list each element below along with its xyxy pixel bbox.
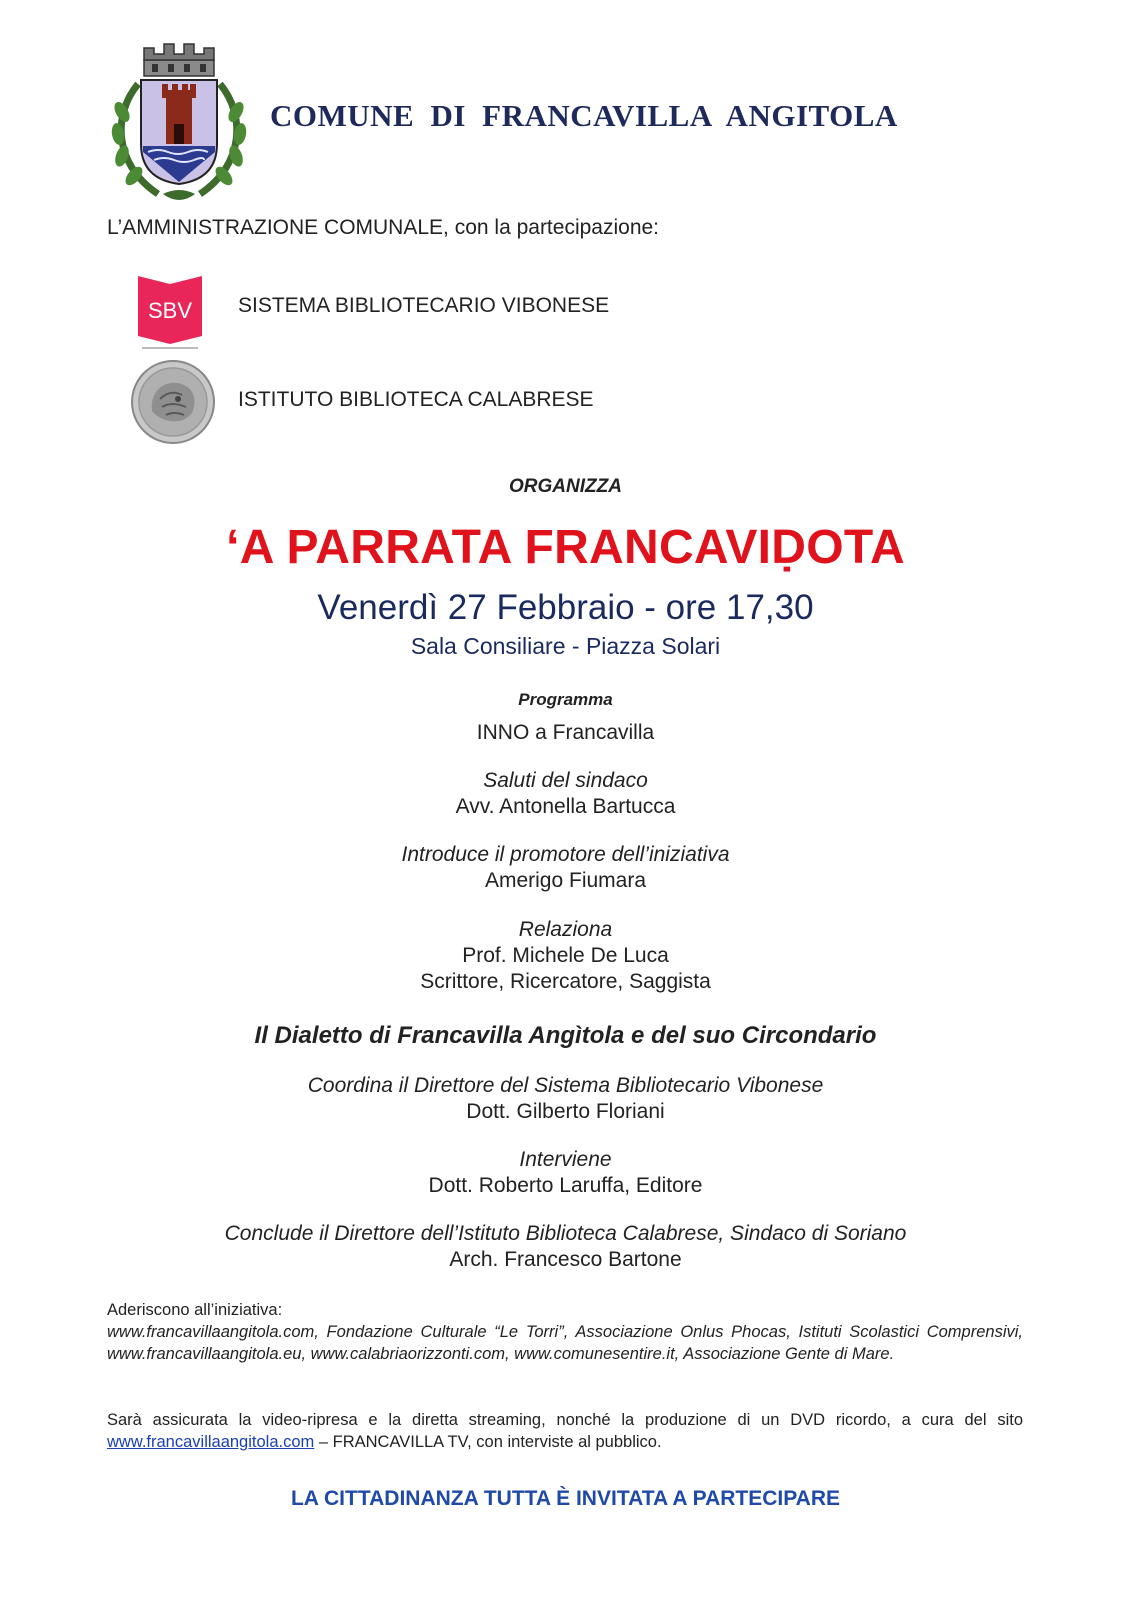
event-venue: Sala Consiliare - Piazza Solari — [410, 633, 721, 659]
main-topic: Il Dialetto di Francavilla Angìtola e del suo Circondario — [254, 1022, 877, 1049]
interviene-name: Dott. Roberto Laruffa, Editore — [428, 1174, 703, 1197]
conclude-name: Arch. Francesco Bartone — [449, 1248, 682, 1271]
francavilla-site-link[interactable]: www.francavillaangitola.com — [107, 1433, 315, 1451]
ibc-coin-logo — [130, 359, 216, 445]
coordina-name: Dott. Gilberto Floriani — [466, 1100, 665, 1123]
partner-ibc-name: ISTITUTO BIBLIOTECA CALABRESE — [238, 388, 594, 411]
aderiscono-label: Aderiscono all’iniziativa: — [107, 1301, 283, 1319]
coordina-role: Coordina il Direttore del Sistema Bibliotecario Vibonese — [307, 1074, 824, 1097]
aderiscono-list: www.francavillaangitola.com, Fondazione Culturale “Le Torri”, Associazione Onlus Phocas, Istituti Scolastici Comprensivi, www.francavillaangitola.eu, www.calabriaorizzonti.com, www.comunesentire.it, Associazione Gente di Mare. — [107, 1323, 1023, 1363]
relaziona-desc: Scrittore, Ricercatore, Saggista — [420, 970, 711, 993]
relaziona-name: Prof. Michele De Luca — [462, 944, 669, 967]
video-note-text: Sarà assicurata la video-ripresa e la diretta streaming, nonché la produzione di un DVD ricordo, a cura del sito — [107, 1411, 1023, 1429]
saluti-role: Saluti del sindaco — [483, 769, 648, 792]
introduce-role: Introduce il promotore dell’iniziativa — [401, 843, 730, 866]
comune-title: COMUNE DI FRANCAVILLA ANGITOLA — [270, 98, 898, 133]
sbv-logo-text: SBV — [147, 298, 193, 323]
programma-label: Programma — [518, 690, 613, 709]
video-note-text-end: – FRANCAVILLA TV, con interviste al pubblico. — [314, 1433, 662, 1451]
partner-sbv-name: SISTEMA BIBLIOTECARIO VIBONESE — [238, 294, 610, 317]
event-date: Venerdì 27 Febbraio - ore 17,30 — [317, 588, 814, 627]
video-note — [107, 1409, 1023, 1453]
saluti-name: Avv. Antonella Bartucca — [455, 795, 676, 818]
comune-crest-logo — [108, 34, 250, 210]
amministrazione-intro: L’AMMINISTRAZIONE COMUNALE, con la partecipazione: — [107, 216, 660, 239]
relaziona-role: Relaziona — [518, 918, 613, 941]
programma-inno: INNO a Francavilla — [476, 721, 655, 744]
organizza-label: ORGANIZZA — [509, 476, 622, 497]
event-title: ‘A PARRATA FRANCAVIḌOTA — [226, 521, 905, 574]
introduce-name: Amerigo Fiumara — [484, 869, 647, 892]
conclude-role: Conclude il Direttore dell’Istituto Biblioteca Calabrese, Sindaco di Soriano — [224, 1222, 907, 1245]
invito-cittadinanza: LA CITTADINANZA TUTTA È INVITATA A PARTECIPARE — [290, 1487, 841, 1510]
interviene-role: Interviene — [519, 1148, 612, 1171]
sbv-logo — [136, 274, 204, 352]
